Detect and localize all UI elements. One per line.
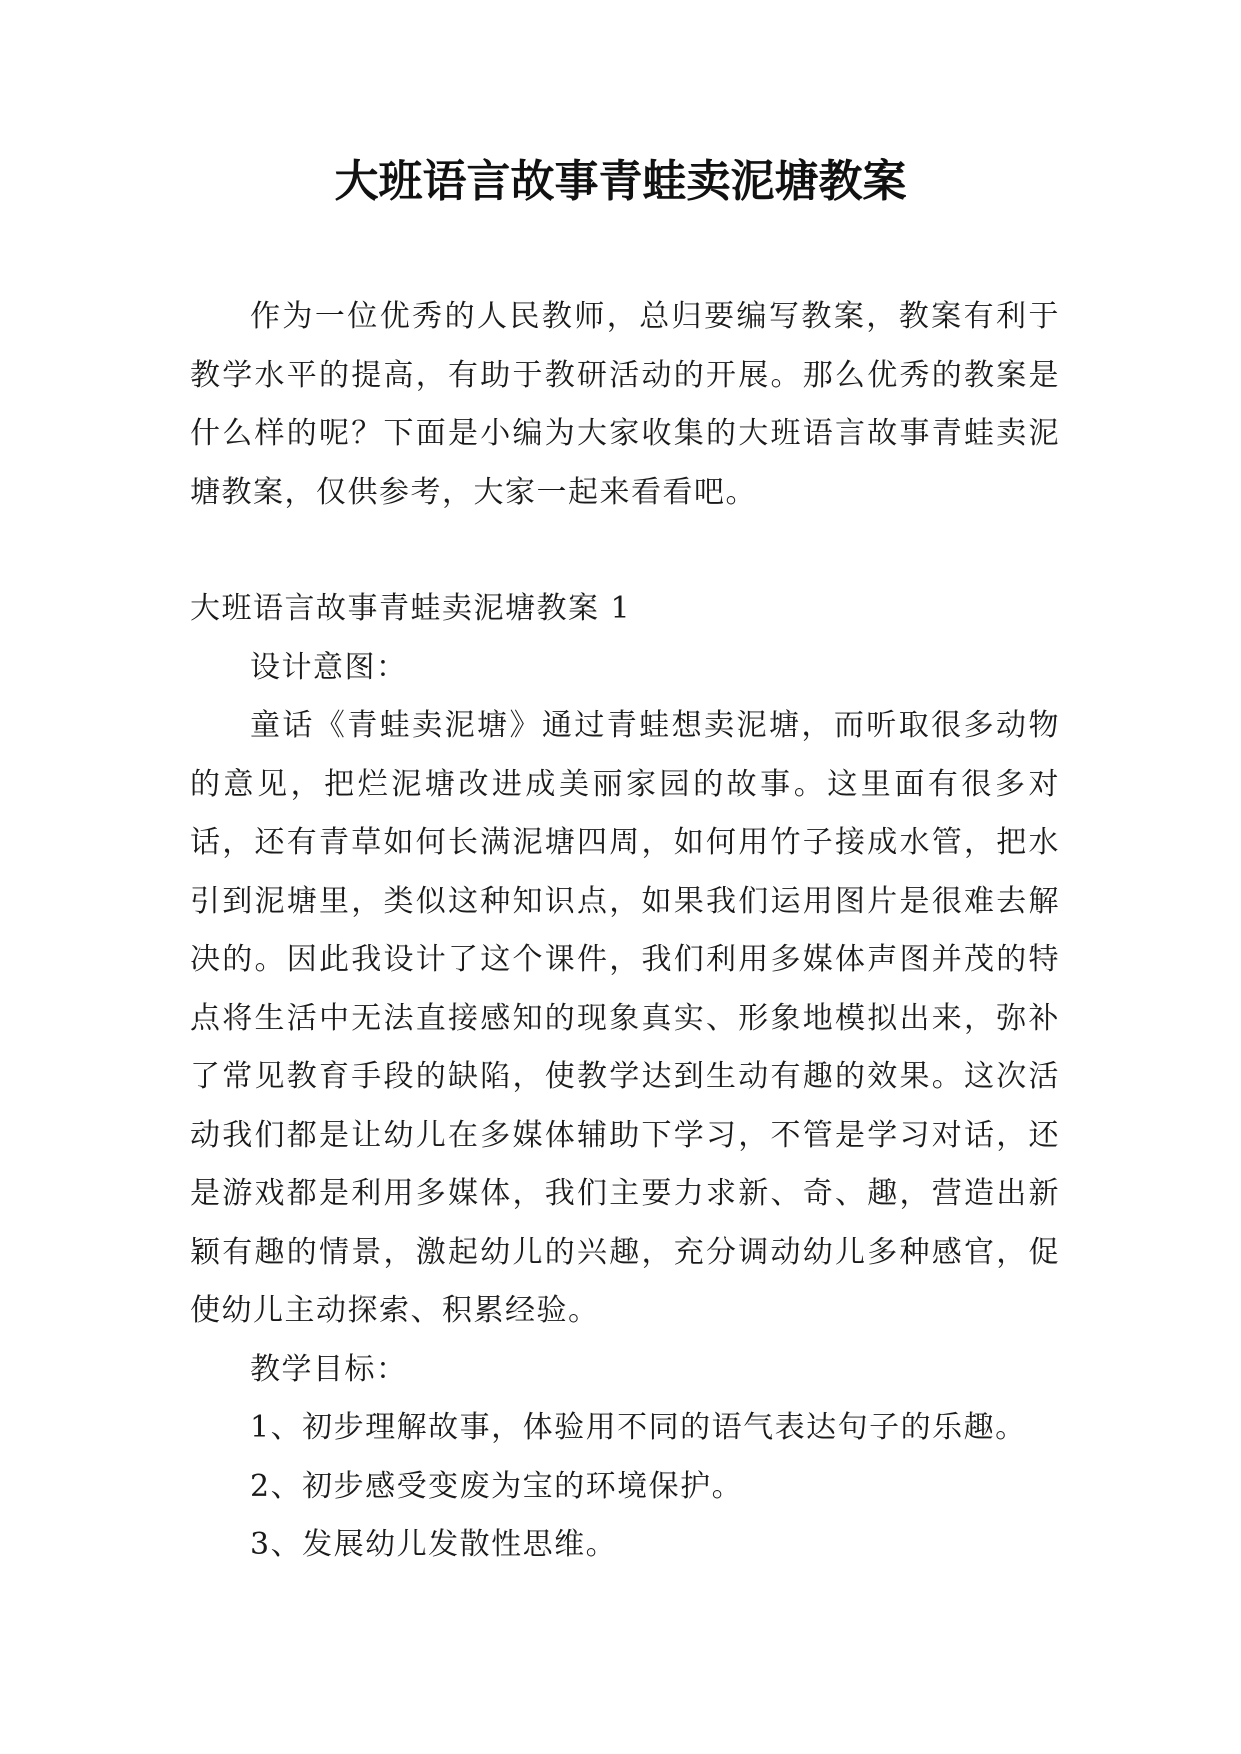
teaching-goal-item: 3、发展幼儿发散性思维。	[250, 1527, 618, 1562]
design-intent-label: 设计意图：	[250, 649, 408, 685]
teaching-goal-item: 1、初步理解故事，体验用不同的语气表达句子的乐趣。	[250, 1410, 1027, 1445]
paragraph-gap	[190, 522, 1060, 580]
intro-paragraph: 作为一位优秀的人民教师，总归要编写教案，教案有利于教学水平的提高，有助于教研活动的开展。那么优秀的教案是什么样的呢？下面是小编为大家收集的大班语言故事青蛙卖泥塘教案，仅供参考，大家一起来看看吧。	[190, 299, 1060, 510]
document-title: 大班语言故事青蛙卖泥塘教案	[334, 156, 907, 207]
section-heading: 大班语言故事青蛙卖泥塘教案 1	[190, 591, 632, 626]
document-body	[190, 288, 1060, 1575]
teaching-goals-label: 教学目标：	[250, 1351, 408, 1387]
teaching-goal-item: 2、初步感受变废为宝的环境保护。	[250, 1468, 744, 1504]
design-intent-paragraph: 童话《青蛙卖泥塘》通过青蛙想卖泥塘，而听取很多动物的意见，把烂泥塘改进成美丽家园的故事。这里面有很多对话，还有青草如何长满泥塘四周，如何用竹子接成水管，把水引到泥塘里，类似这种知识点，如果我们运用图片是很难去解决的。因此我设计了这个课件，我们利用多媒体声图并茂的特点将生活中无法直接感知的现象真实、形象地模拟出来，弥补了常见教育手段的缺陷，使教学达到生动有趣的效果。这次活动我们都是让幼儿在多媒体辅助下学习，不管是学习对话，还是游戏都是利用多媒体，我们主要力求新、奇、趣，营造出新颖有趣的情景，激起幼儿的兴趣，充分调动幼儿多种感官，促使幼儿主动探索、积累经验。	[190, 708, 1060, 1328]
